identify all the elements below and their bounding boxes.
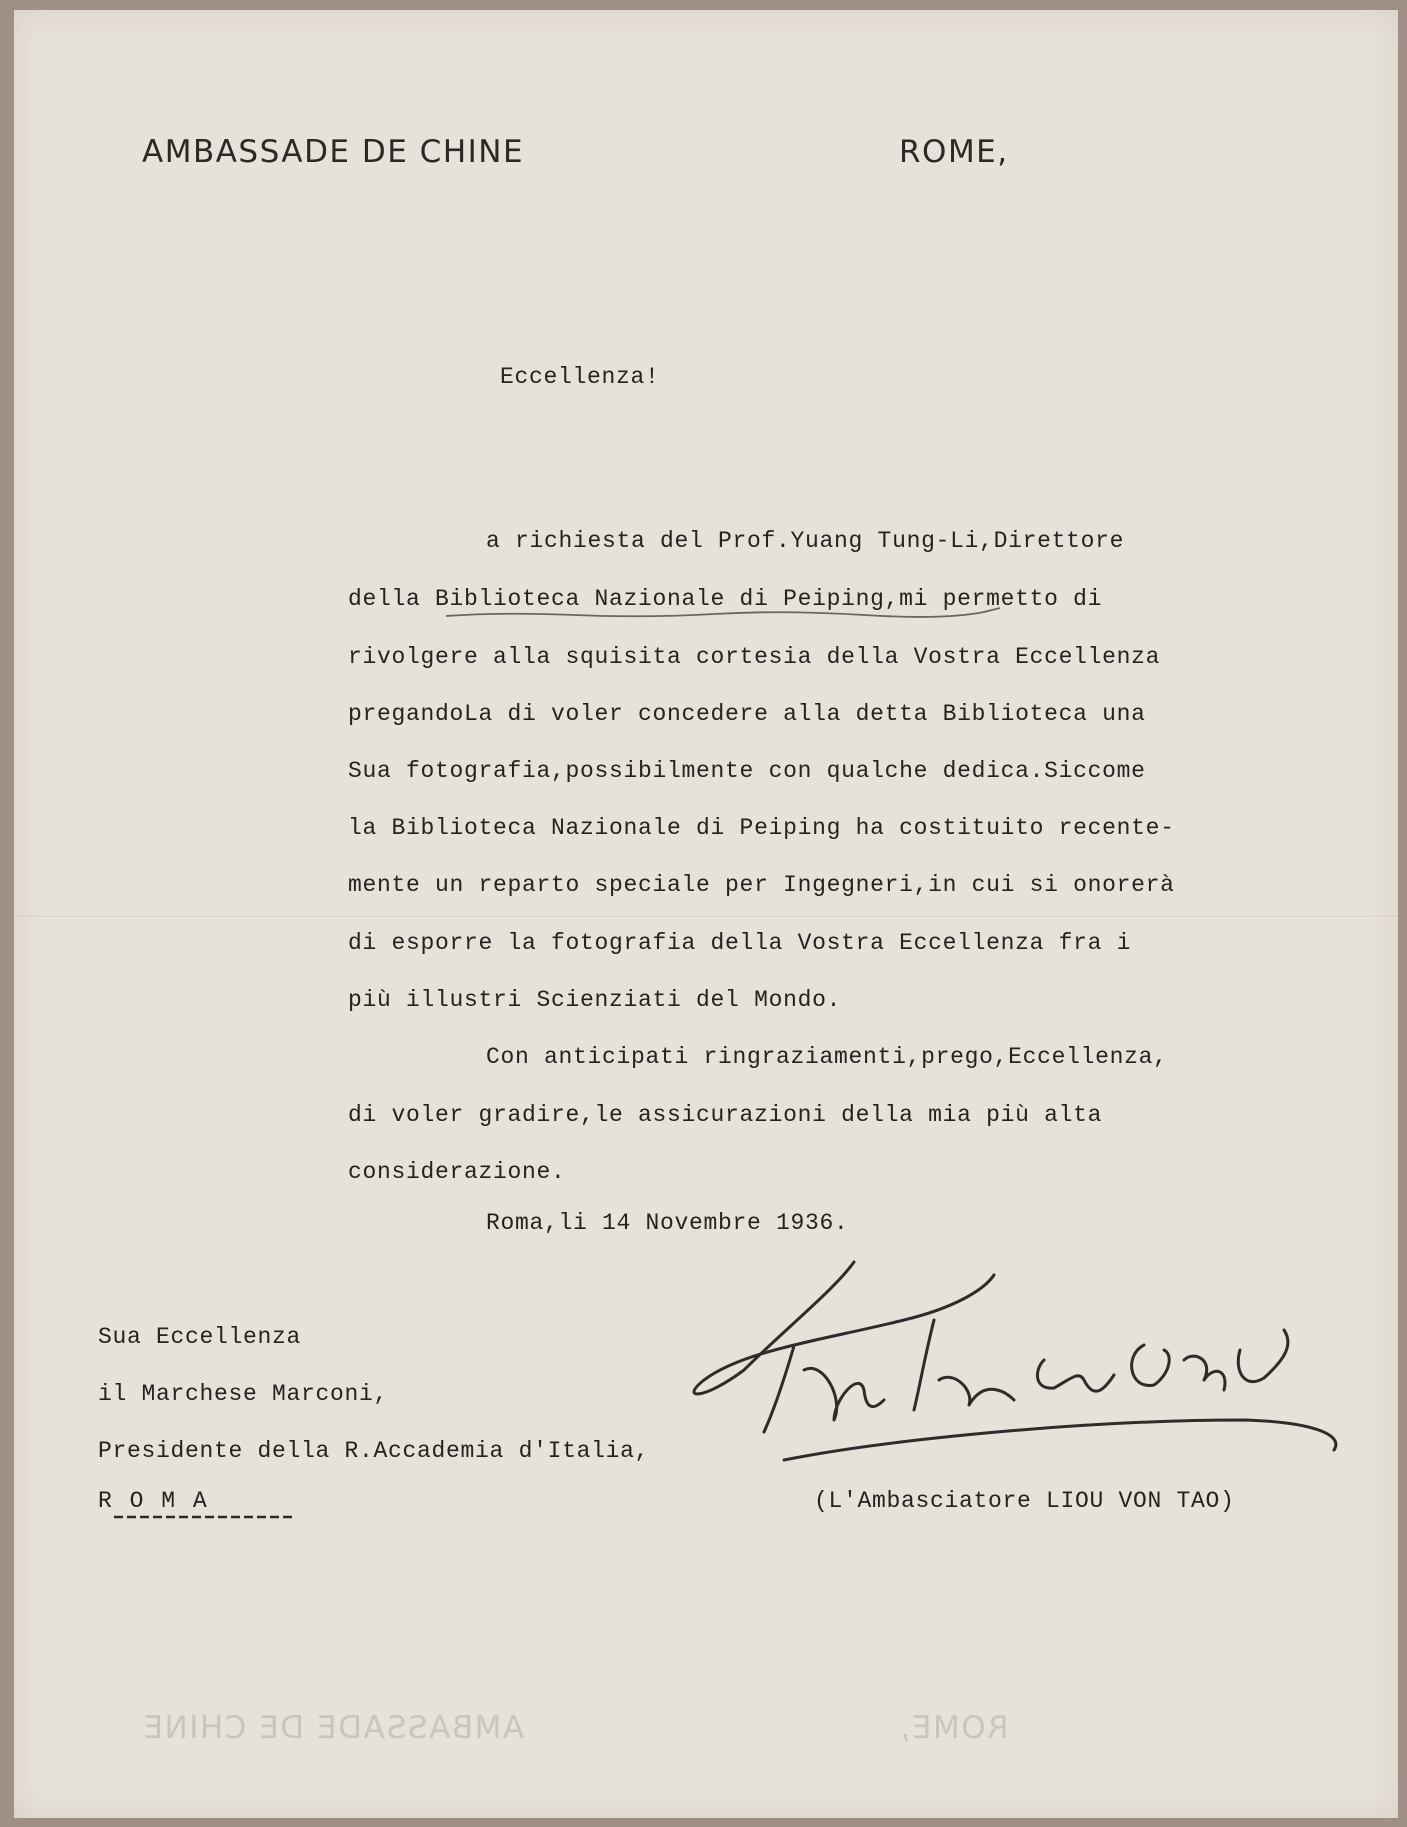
body-line-1: a richiesta del Prof.Yuang Tung-Li,Direttore — [486, 528, 1125, 554]
body-line-12: considerazione. — [348, 1159, 566, 1185]
body-line-6: la Biblioteca Nazionale di Peiping ha costituito recente- — [348, 815, 1175, 841]
body-line-10: Con anticipati ringraziamenti,prego,Eccellenza, — [486, 1044, 1168, 1070]
letter-sheet — [14, 10, 1398, 1818]
recipient-city: R O M A — [98, 1488, 209, 1514]
paper-fold — [14, 916, 1398, 918]
recipient-line-2: il Marchese Marconi, — [98, 1381, 389, 1407]
body-line-7: mente un reparto speciale per Ingegneri,in cui si onorerà — [348, 872, 1175, 898]
body-line-5: Sua fotografia,possibilmente con qualche dedica.Siccome — [348, 758, 1146, 784]
signatory: (L'Ambasciatore LIOU VON TAO) — [814, 1488, 1235, 1514]
body-line-9: più illustri Scienziati del Mondo. — [348, 987, 842, 1013]
body-line-11: di voler gradire,le assicurazioni della mia più alta — [348, 1102, 1103, 1128]
letterhead-embassy: AMBASSADE DE CHINE — [142, 134, 525, 170]
body-line-8: di esporre la fotografia della Vostra Eccellenza fra i — [348, 930, 1132, 956]
pencil-underline — [444, 606, 1004, 624]
body-line-3: rivolgere alla squisita cortesia della Vostra Eccellenza — [348, 644, 1161, 670]
recipient-line-3: Presidente della R.Accademia d'Italia, — [98, 1438, 650, 1464]
letterhead-city: ROME, — [899, 134, 1009, 170]
signature-image — [684, 1250, 1364, 1510]
ghost-letterhead-embassy: AMBASSADE DE CHINE — [142, 1710, 525, 1746]
date-line: Roma,li 14 Novembre 1936. — [486, 1210, 849, 1236]
body-line-4: pregandoLa di voler concedere alla detta Biblioteca una — [348, 701, 1146, 727]
underline-dashes — [110, 1512, 300, 1522]
ghost-letterhead-city: ROME, — [899, 1710, 1009, 1746]
recipient-line-1: Sua Eccellenza — [98, 1324, 302, 1350]
salutation: Eccellenza! — [500, 364, 660, 390]
body-line-2: della Biblioteca Nazionale di Peiping,mi permetto di — [348, 586, 1103, 612]
